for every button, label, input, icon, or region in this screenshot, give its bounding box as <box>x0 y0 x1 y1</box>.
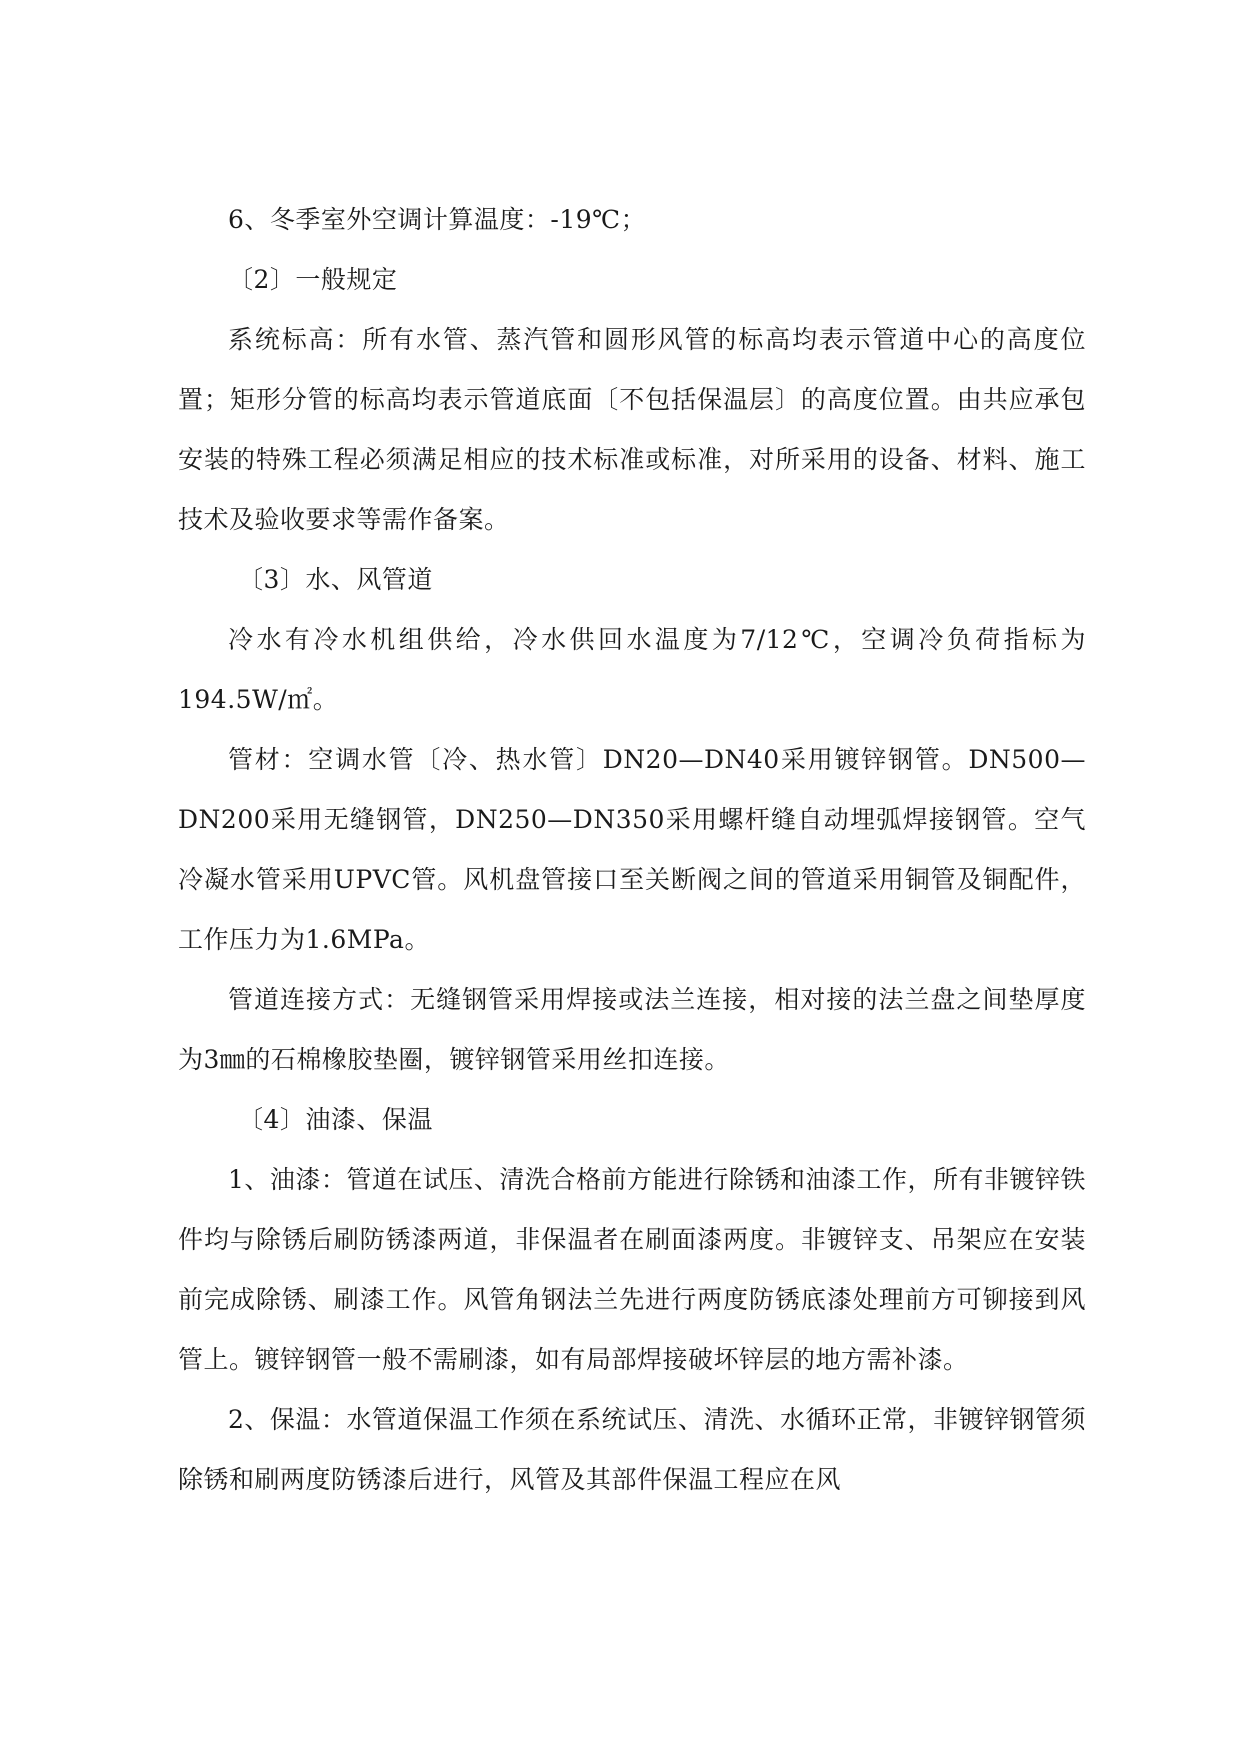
heading-general-rules: 〔2〕一般规定 <box>228 265 398 294</box>
heading-water-air-ducts: 〔3〕水、风管道 <box>238 565 433 594</box>
paragraph-pipe-connection: 管道连接方式：无缝钢管采用焊接或法兰连接，相对接的法兰盘之间垫厚度为3㎜的石棉橡胶垫圈，镀锌钢管采用丝扣连接。 <box>178 985 1086 1074</box>
paragraph-system-elevation: 系统标高：所有水管、蒸汽管和圆形风管的标高均表示管道中心的高度位置；矩形分管的标高均表示管道底面〔不包括保温层〕的高度位置。由共应承包安装的特殊工程必须满足相应的技术标准或标准，对所采用的设备、材料、施工技术及验收要求等需作备案。 <box>178 325 1086 534</box>
paragraph-insulation: 2、保温：水管道保温工作须在系统试压、清洗、水循环正常，非镀锌钢管须除锈和刷两度防锈漆后进行，风管及其部件保温工程应在风 <box>178 1405 1086 1494</box>
heading-paint-insulation: 〔4〕油漆、保温 <box>238 1105 433 1134</box>
paragraph-paint: 1、油漆：管道在试压、清洗合格前方能进行除锈和油漆工作，所有非镀锌铁件均与除锈后刷防锈漆两道，非保温者在刷面漆两度。非镀锌支、吊架应在安装前完成除锈、刷漆工作。风管角钢法兰先进行两度防锈底漆处理前方可铆接到风管上。镀锌钢管一般不需刷漆，如有局部焊接破坏锌层的地方需补漆。 <box>178 1165 1086 1374</box>
document-body <box>178 190 1086 1510</box>
paragraph-pipe-materials: 管材：空调水管〔冷、热水管〕DN20—DN40采用镀锌钢管。DN500—DN200采用无缝钢管，DN250—DN350采用螺杆缝自动埋弧焊接钢管。空气冷凝水管采用UPVC管。风机盘管接口至关断阀之间的管道采用铜管及铜配件，工作压力为1.6MPa。 <box>178 745 1086 954</box>
paragraph-chilled-water: 冷水有冷水机组供给，冷水供回水温度为7/12℃，空调冷负荷指标为194.5W/㎡。 <box>178 625 1086 714</box>
paragraph-winter-temperature: 6、冬季室外空调计算温度：-19℃； <box>228 205 647 234</box>
